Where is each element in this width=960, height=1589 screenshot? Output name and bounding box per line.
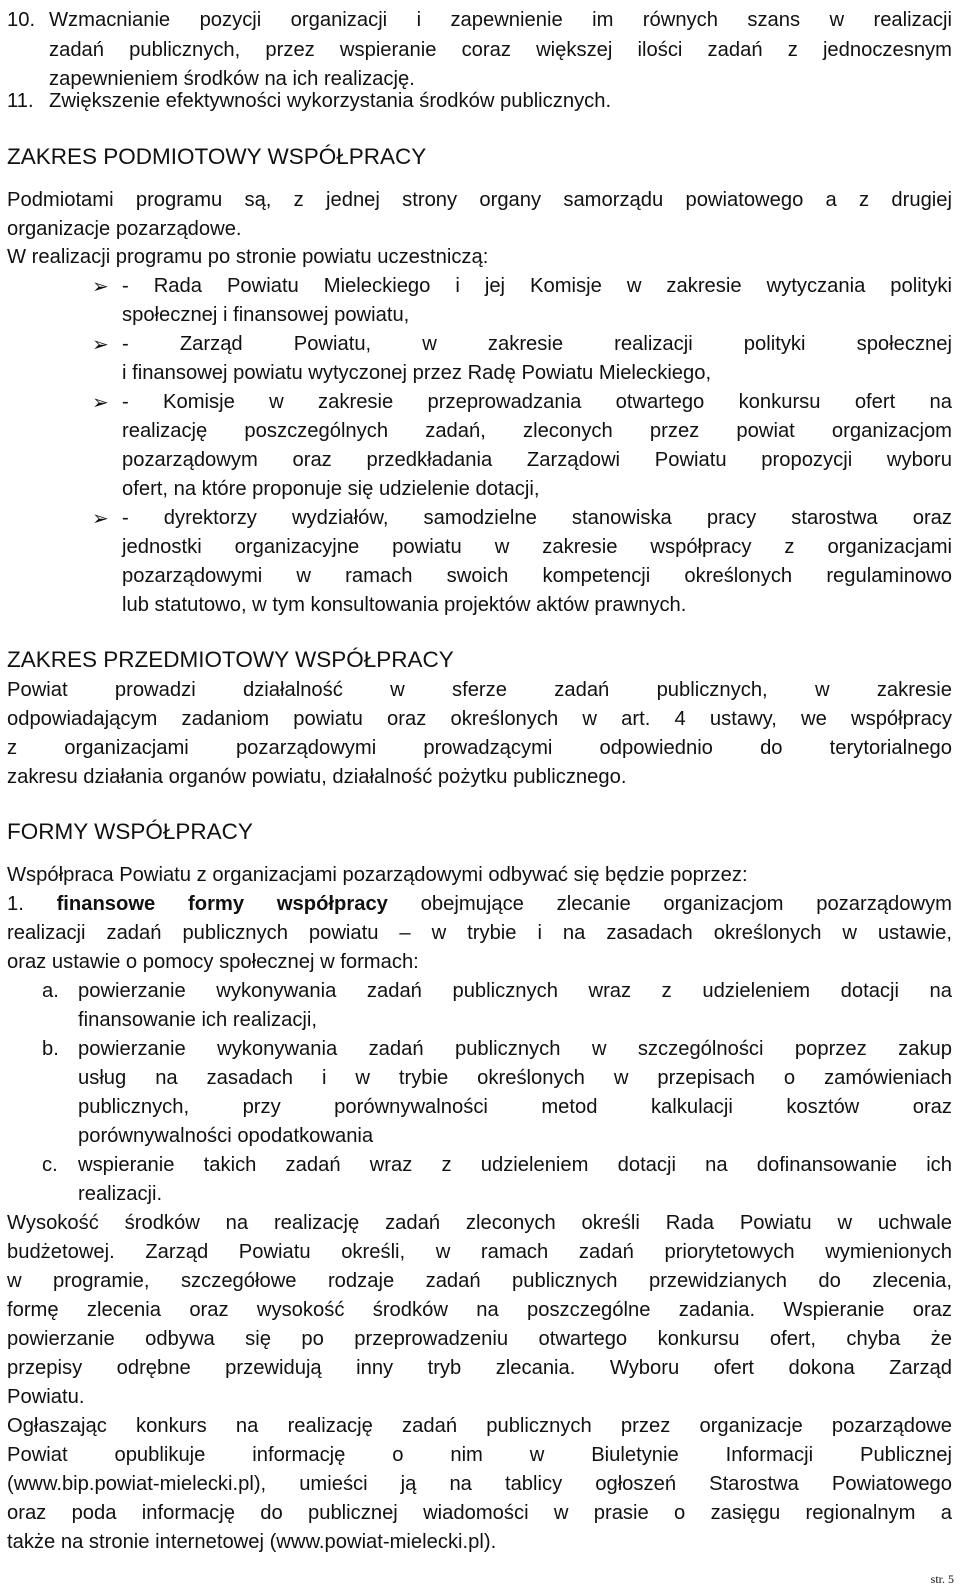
sub-item-letter: a. bbox=[42, 980, 59, 1002]
paragraph-line: Podmiotami programu są, z jednej strony organy samorządu powiatowego a z drugiej bbox=[7, 189, 952, 211]
arrow-bullet-icon: ➢ bbox=[92, 332, 109, 356]
sub-item-line: porównywalności opodatkowania bbox=[78, 1125, 374, 1147]
sub-item-line: publicznych, przy porównywalności metod kalkulacji kosztów oraz bbox=[78, 1096, 952, 1118]
bullet-line: lub statutowo, w tym konsultowania projektów aktów prawnych. bbox=[122, 594, 687, 616]
section-heading: ZAKRES PRZEDMIOTOWY WSPÓŁPRACY bbox=[7, 647, 454, 672]
bullet-line: jednostki organizacyjne powiatu w zakresie współpracy z organizacjami bbox=[122, 536, 952, 558]
point-number: 1. bbox=[7, 893, 24, 915]
bullet-line: - dyrektorzy wydziałów, samodzielne stanowiska pracy starostwa oraz bbox=[122, 507, 952, 529]
bullet-line: - Zarząd Powiatu, w zakresie realizacji polityki społecznej bbox=[122, 333, 952, 355]
bullet-line: pozarządowym oraz przedkładania Zarządowi Powiatu propozycji wyboru bbox=[122, 449, 952, 471]
bullet-line: realizację poszczególnych zadań, zleconych przez powiat organizacjom bbox=[122, 420, 952, 442]
paragraph-line: organizacje pozarządowe. bbox=[7, 218, 242, 240]
paragraph-line: oraz ustawie o pomocy społecznej w formach: bbox=[7, 951, 419, 973]
bullet-line: ofert, na które proponuje się udzielenie dotacji, bbox=[122, 478, 540, 500]
numbered-point-line bbox=[7, 890, 952, 919]
list-number: 10. bbox=[7, 9, 36, 31]
arrow-bullet-icon: ➢ bbox=[92, 390, 109, 414]
sub-item-line: realizacji. bbox=[78, 1183, 163, 1205]
arrow-bullet-icon: ➢ bbox=[92, 506, 109, 530]
sub-item-line: wspieranie takich zadań wraz z udzieleniem dotacji na dofinansowanie ich bbox=[78, 1154, 952, 1176]
sub-item-line: finansowanie ich realizacji, bbox=[78, 1009, 318, 1031]
point-bold-title: finansowe formy współpracy bbox=[56, 893, 388, 915]
paragraph-line: formę zlecenia oraz wysokość środków na poszczególne zadania. Wspieranie oraz bbox=[7, 1299, 952, 1321]
sub-item-line: powierzanie wykonywania zadań publicznych w szczególności poprzez zakup bbox=[78, 1038, 952, 1060]
section-heading: FORMY WSPÓŁPRACY bbox=[7, 819, 253, 844]
paragraph-line: także na stronie internetowej (www.powiat-mielecki.pl). bbox=[7, 1531, 497, 1553]
paragraph-line: Wysokość środków na realizację zadań zleconych określi Rada Powiatu w uchwale bbox=[7, 1212, 952, 1234]
page-number: str. 5 bbox=[930, 1572, 954, 1586]
paragraph-line: budżetowej. Zarząd Powiatu określi, w ramach zadań priorytetowych wymienionych bbox=[7, 1241, 952, 1263]
sub-item-letter: c. bbox=[42, 1154, 58, 1176]
paragraph-line: powierzanie odbywa się po przeprowadzeniu otwartego konkursu ofert, chyba że bbox=[7, 1328, 952, 1350]
point-text: obejmujące zlecanie organizacjom pozarządowym bbox=[420, 893, 952, 915]
arrow-bullet-icon: ➢ bbox=[92, 274, 109, 298]
paragraph-line: Ogłaszając konkurs na realizację zadań publicznych przez organizacje pozarządowe bbox=[7, 1415, 952, 1437]
paragraph-line: Powiatu. bbox=[7, 1386, 85, 1408]
bullet-line: pozarządowymi w ramach swoich kompetencji określonych regulaminowo bbox=[122, 565, 952, 587]
list-item-text: Zwiększenie efektywności wykorzystania środków publicznych. bbox=[49, 90, 612, 112]
paragraph-line: oraz poda informację do publicznej wiadomości w prasie o zasięgu regionalnym a bbox=[7, 1502, 952, 1524]
sub-item-line: powierzanie wykonywania zadań publicznych wraz z udzieleniem dotacji na bbox=[78, 980, 952, 1002]
sub-item-letter: b. bbox=[42, 1038, 59, 1060]
paragraph-line: przepisy odrębne przewidują inny tryb zlecania. Wyboru ofert dokona Zarząd bbox=[7, 1357, 952, 1379]
paragraph-line: zakresu działania organów powiatu, działalność pożytku publicznego. bbox=[7, 766, 627, 788]
list-item-text: zapewnieniem środków na ich realizację. bbox=[49, 68, 415, 90]
sub-item-line: usług na zasadach i w trybie określonych w przepisach o zamówieniach bbox=[78, 1067, 952, 1089]
bullet-line: - Komisje w zakresie przeprowadzania otwartego konkursu ofert na bbox=[122, 391, 952, 413]
paragraph-line: realizacji zadań publicznych powiatu – w trybie i na zasadach określonych w ustawie, bbox=[7, 922, 952, 944]
paragraph-line: z organizacjami pozarządowymi prowadzącymi odpowiednio do terytorialnego bbox=[7, 737, 952, 759]
paragraph-line: (www.bip.powiat-mielecki.pl), umieści ją na tablicy ogłoszeń Starostwa Powiatowego bbox=[7, 1473, 952, 1495]
paragraph-line: Powiat opublikuje informację o nim w Biuletynie Informacji Publicznej bbox=[7, 1444, 952, 1466]
section-heading: ZAKRES PODMIOTOWY WSPÓŁPRACY bbox=[7, 144, 427, 169]
list-number: 11. bbox=[7, 90, 34, 112]
paragraph-line: odpowiadającym zadaniom powiatu oraz określonych w art. 4 ustawy, we współpracy bbox=[7, 708, 952, 730]
paragraph-line: w programie, szczegółowe rodzaje zadań publicznych przewidzianych do zlecenia, bbox=[7, 1270, 952, 1292]
list-item-text: Wzmacnianie pozycji organizacji i zapewnienie im równych szans w realizacji bbox=[49, 9, 952, 31]
bullet-line: - Rada Powiatu Mieleckiego i jej Komisje w zakresie wytyczania polityki bbox=[122, 275, 952, 297]
paragraph-line: Współpraca Powiatu z organizacjami pozarządowymi odbywać się będzie poprzez: bbox=[7, 864, 748, 886]
bullet-line: społecznej i finansowej powiatu, bbox=[122, 304, 410, 326]
paragraph-line: Powiat prowadzi działalność w sferze zadań publicznych, w zakresie bbox=[7, 679, 952, 701]
list-item-text: zadań publicznych, przez wspieranie coraz większej ilości zadań z jednoczesnym bbox=[49, 39, 952, 61]
bullet-line: i finansowej powiatu wytyczonej przez Radę Powiatu Mieleckiego, bbox=[122, 362, 712, 384]
paragraph-line: W realizacji programu po stronie powiatu uczestniczą: bbox=[7, 246, 489, 268]
